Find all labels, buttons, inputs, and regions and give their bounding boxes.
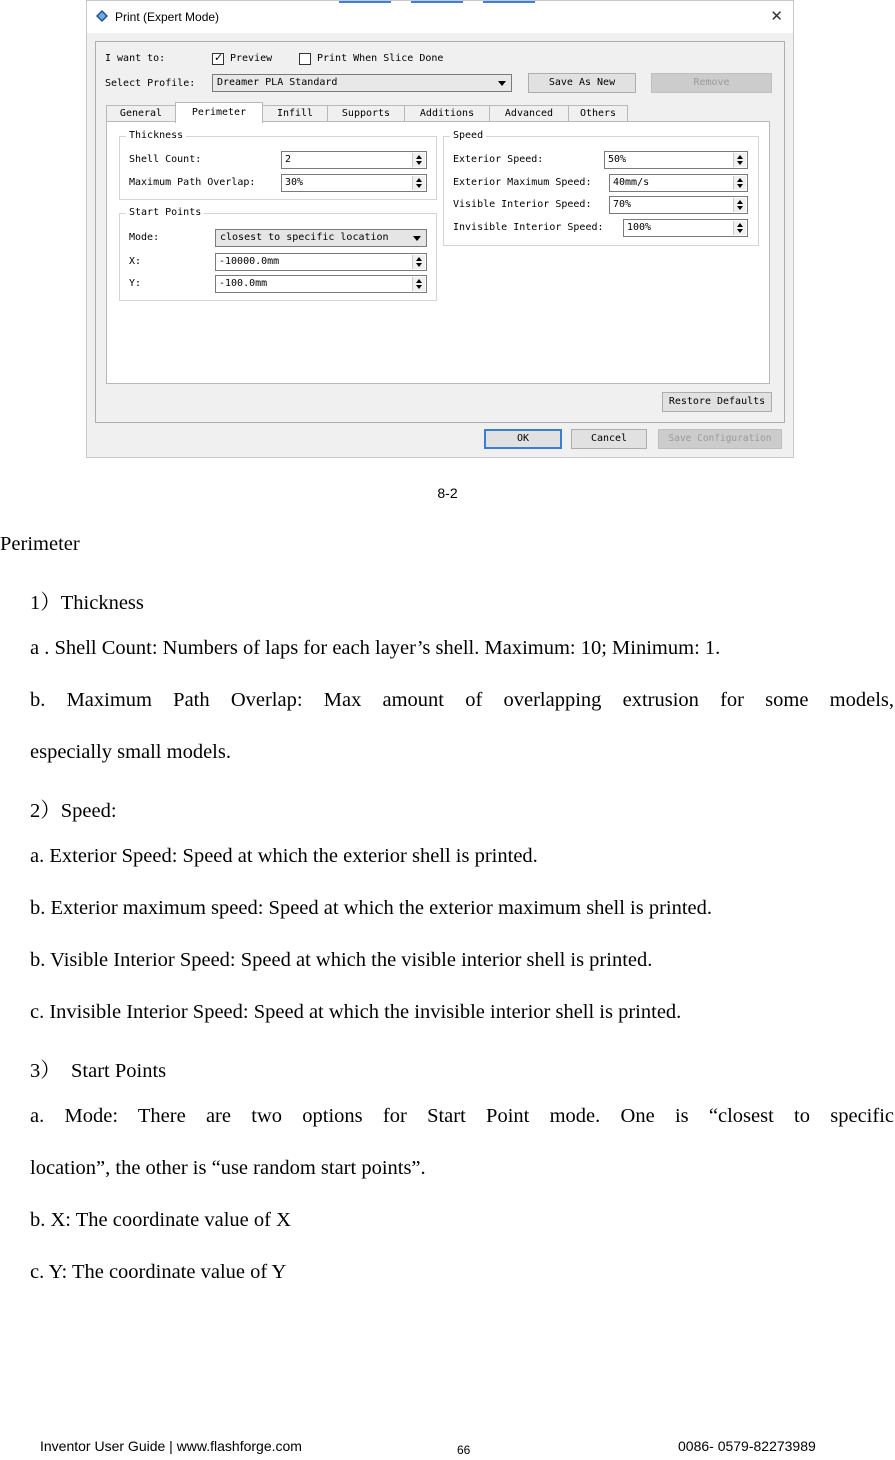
arrow-up-icon [416, 155, 422, 159]
arrow-up-icon [416, 257, 422, 261]
spin-arrows[interactable] [733, 153, 746, 167]
arrow-down-icon [737, 184, 743, 188]
start-points-heading: 3） Start Points [30, 1060, 167, 1082]
invisible-interior-description: c. Invisible Interior Speed: Speed at which the invisible interior shell is printed. [30, 1001, 682, 1023]
thickness-group [119, 130, 437, 200]
mode-description-cont: location”, the other is “use random start points”. [30, 1157, 426, 1179]
title-accent-bar [339, 1, 391, 3]
exterior-speed-description: a. Exterior Speed: Speed at which the exterior shell is printed. [30, 845, 538, 867]
arrow-down-icon [416, 263, 422, 267]
save-configuration-button[interactable]: Save Configuration [658, 429, 782, 449]
ok-button[interactable]: OK [484, 429, 562, 449]
mode-select[interactable] [215, 229, 427, 247]
thickness-heading: 1）Thickness [30, 592, 144, 614]
exterior-speed-value: 50% [608, 154, 627, 165]
x-coordinate-description: b. X: The coordinate value of X [30, 1209, 291, 1231]
visible-interior-speed-value: 70% [613, 199, 632, 210]
title-accent-bar [411, 1, 463, 3]
spin-arrows[interactable] [733, 198, 746, 212]
cancel-button[interactable]: Cancel [571, 429, 647, 449]
exterior-max-speed-description: b. Exterior maximum speed: Speed at which the exterior maximum shell is printed. [30, 897, 713, 919]
exterior-speed-label: Exterior Speed: [453, 154, 544, 165]
page-number: 66 [457, 1443, 471, 1457]
dialog-title: Print (Expert Mode) [115, 10, 220, 24]
tab-advanced[interactable]: Advanced [489, 105, 569, 122]
invisible-interior-speed-spinbox[interactable] [623, 219, 748, 237]
exterior-speed-spinbox[interactable] [604, 151, 748, 169]
tab-perimeter[interactable]: Perimeter [175, 102, 263, 123]
spin-arrows[interactable] [412, 153, 425, 167]
shell-count-description: a . Shell Count: Numbers of laps for each layer’s shell. Maximum: 10; Minimum: 1. [30, 637, 721, 659]
profile-select[interactable] [212, 74, 512, 92]
print-when-done-checkbox[interactable] [299, 53, 311, 65]
spin-arrows[interactable] [733, 221, 746, 235]
preview-checkbox[interactable] [212, 53, 224, 65]
y-value: -100.0mm [219, 278, 268, 289]
invisible-interior-speed-value: 100% [627, 222, 652, 233]
tab-supports[interactable]: Supports [327, 105, 405, 122]
shell-count-label: Shell Count: [129, 154, 202, 165]
print-when-done-label: Print When Slice Done [317, 53, 444, 64]
max-overlap-description-cont: especially small models. [30, 741, 231, 763]
x-spinbox[interactable] [215, 253, 427, 271]
print-expert-mode-dialog [86, 0, 794, 458]
speed-group [443, 130, 759, 246]
arrow-down-icon [737, 206, 743, 210]
profile-value: Dreamer PLA Standard [217, 77, 338, 88]
tab-infill[interactable]: Infill [262, 105, 328, 122]
spin-arrows[interactable] [412, 176, 425, 190]
start-points-group-title: Start Points [126, 207, 204, 218]
footer-guide: Inventor User Guide | www.flashforge.com [40, 1438, 302, 1454]
spin-arrows[interactable] [412, 255, 425, 269]
footer-phone: 0086- 0579-82273989 [678, 1438, 816, 1454]
speed-heading: 2）Speed: [30, 800, 117, 822]
remove-button[interactable]: Remove [651, 73, 772, 93]
restore-defaults-button[interactable]: Restore Defaults [662, 392, 772, 412]
preview-label: Preview [230, 53, 273, 64]
tab-others[interactable]: Others [568, 105, 628, 122]
tab-general[interactable]: General [106, 105, 176, 122]
spin-arrows[interactable] [412, 277, 425, 291]
arrow-up-icon [737, 200, 743, 204]
y-spinbox[interactable] [215, 275, 427, 293]
figure-caption: 8-2 [437, 485, 458, 501]
y-label: Y: [129, 278, 142, 289]
save-as-new-button[interactable]: Save As New [528, 73, 636, 93]
max-overlap-description: b. Maximum Path Overlap: Max amount of overlapping extrusion for some models, [30, 689, 894, 711]
max-overlap-value: 30% [285, 177, 304, 188]
tab-additions[interactable]: Additions [404, 105, 490, 122]
check-icon: ✓ [214, 51, 224, 64]
perimeter-tab-content [106, 121, 770, 384]
exterior-max-speed-spinbox[interactable] [609, 174, 748, 192]
chevron-down-icon [498, 81, 506, 86]
arrow-down-icon [416, 184, 422, 188]
mode-description: a. Mode: There are two options for Start Point mode. One is “closest to specific [30, 1105, 894, 1127]
arrow-down-icon [737, 161, 743, 165]
shell-count-value: 2 [285, 154, 292, 165]
i-want-to-label: I want to: [105, 53, 166, 64]
chevron-down-icon [413, 236, 421, 241]
section-heading: Perimeter [0, 533, 80, 555]
start-points-group [119, 207, 437, 301]
shell-count-spinbox[interactable] [281, 151, 427, 169]
select-profile-label: Select Profile: [105, 78, 196, 89]
dialog-titlebar [87, 1, 793, 33]
visible-interior-speed-label: Visible Interior Speed: [453, 199, 592, 210]
settings-panel [95, 41, 785, 423]
exterior-max-speed-label: Exterior Maximum Speed: [453, 177, 592, 188]
arrow-down-icon [416, 161, 422, 165]
arrow-down-icon [737, 229, 743, 233]
x-label: X: [129, 256, 142, 267]
arrow-up-icon [737, 223, 743, 227]
app-logo-icon [95, 9, 109, 23]
exterior-max-speed-value: 40mm/s [613, 177, 650, 188]
x-value: -10000.0mm [219, 256, 280, 267]
thickness-group-title: Thickness [126, 130, 186, 141]
close-icon[interactable]: ✕ [770, 7, 783, 25]
y-coordinate-description: c. Y: The coordinate value of Y [30, 1261, 287, 1283]
spin-arrows[interactable] [733, 176, 746, 190]
max-overlap-spinbox[interactable] [281, 174, 427, 192]
visible-interior-speed-spinbox[interactable] [609, 196, 748, 214]
arrow-up-icon [416, 279, 422, 283]
mode-label: Mode: [129, 232, 160, 243]
title-accent-bar [483, 1, 535, 3]
visible-interior-description: b. Visible Interior Speed: Speed at which the visible interior shell is printed. [30, 949, 653, 971]
arrow-up-icon [416, 178, 422, 182]
mode-value: closest to specific location [220, 232, 389, 243]
speed-group-title: Speed [450, 130, 486, 141]
max-overlap-label: Maximum Path Overlap: [129, 177, 256, 188]
invisible-interior-speed-label: Invisible Interior Speed: [453, 222, 604, 233]
arrow-down-icon [416, 285, 422, 289]
arrow-up-icon [737, 178, 743, 182]
arrow-up-icon [737, 155, 743, 159]
